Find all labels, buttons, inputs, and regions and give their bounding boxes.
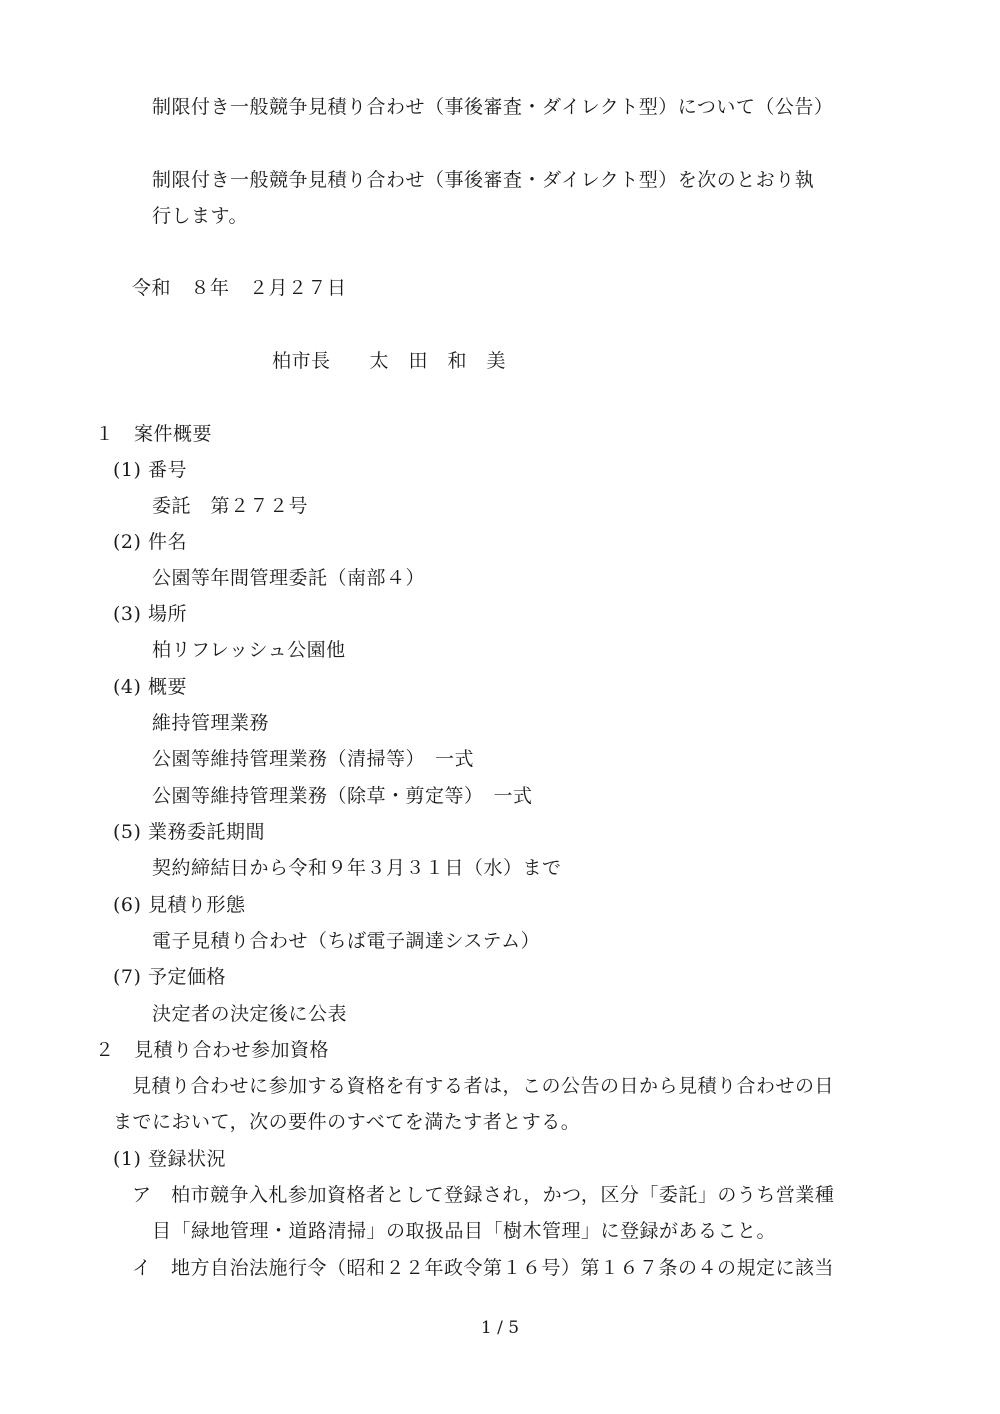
intro-line-1: 制限付き一般競争見積り合わせ（事後審査・ダイレクト型）を次のとおり執 bbox=[152, 169, 815, 191]
sub-1-label: (1) 登録状況 bbox=[113, 1148, 226, 1170]
item-2-label: (2) 件名 bbox=[113, 531, 187, 553]
page-number: 1 / 5 bbox=[480, 1318, 520, 1338]
item-4-value-1: 維持管理業務 bbox=[152, 712, 270, 734]
item-3-value: 柏リフレッシュ公園他 bbox=[152, 639, 346, 661]
item-4-value-3: 公園等維持管理業務（除草・剪定等） 一式 bbox=[152, 785, 533, 807]
item-6-label: (6) 見積り形態 bbox=[113, 894, 246, 916]
req-a-line-2: 目「緑地管理・道路清掃」の取扱品目「樹木管理」に登録があること。 bbox=[152, 1220, 777, 1242]
section-2-para-line-2: までにおいて，次の要件のすべてを満たす者とする。 bbox=[113, 1111, 581, 1133]
item-4-value-2: 公園等維持管理業務（清掃等） 一式 bbox=[152, 748, 475, 770]
section-2-para-line-1: 見積り合わせに参加する資格を有する者は，この公告の日から見積り合わせの日 bbox=[132, 1075, 835, 1097]
item-5-value: 契約締結日から令和９年３月３１日（水）まで bbox=[152, 857, 562, 879]
item-2-value: 公園等年間管理委託（南部４） bbox=[152, 567, 426, 589]
document-title: 制限付き一般競争見積り合わせ（事後審査・ダイレクト型）について（公告） bbox=[152, 96, 834, 118]
intro-line-2: 行します。 bbox=[152, 205, 248, 227]
item-6-value: 電子見積り合わせ（ちば電子調達システム） bbox=[152, 930, 541, 952]
item-5-label: (5) 業務委託期間 bbox=[113, 821, 265, 843]
item-7-label: (7) 予定価格 bbox=[113, 966, 226, 988]
item-4-label: (4) 概要 bbox=[113, 676, 187, 698]
req-a-line-1: ア 柏市競争入札参加資格者として登録され，かつ，区分「委託」のうち営業種 bbox=[132, 1184, 835, 1206]
section-2-heading: ２ 見積り合わせ参加資格 bbox=[95, 1039, 330, 1061]
item-1-value: 委託 第２７２号 bbox=[152, 495, 309, 517]
announcement-date: 令和 ８年 ２月２７日 bbox=[132, 277, 347, 299]
item-1-label: (1) 番号 bbox=[113, 459, 187, 481]
req-i-line-1: イ 地方自治法施行令（昭和２２年政令第１６号）第１６７条の４の規定に該当 bbox=[132, 1257, 835, 1279]
section-1-heading: １ 案件概要 bbox=[95, 423, 213, 445]
item-7-value: 決定者の決定後に公表 bbox=[152, 1003, 348, 1025]
item-3-label: (3) 場所 bbox=[113, 603, 187, 625]
issuer-name: 柏市長 太 田 和 美 bbox=[272, 350, 507, 372]
